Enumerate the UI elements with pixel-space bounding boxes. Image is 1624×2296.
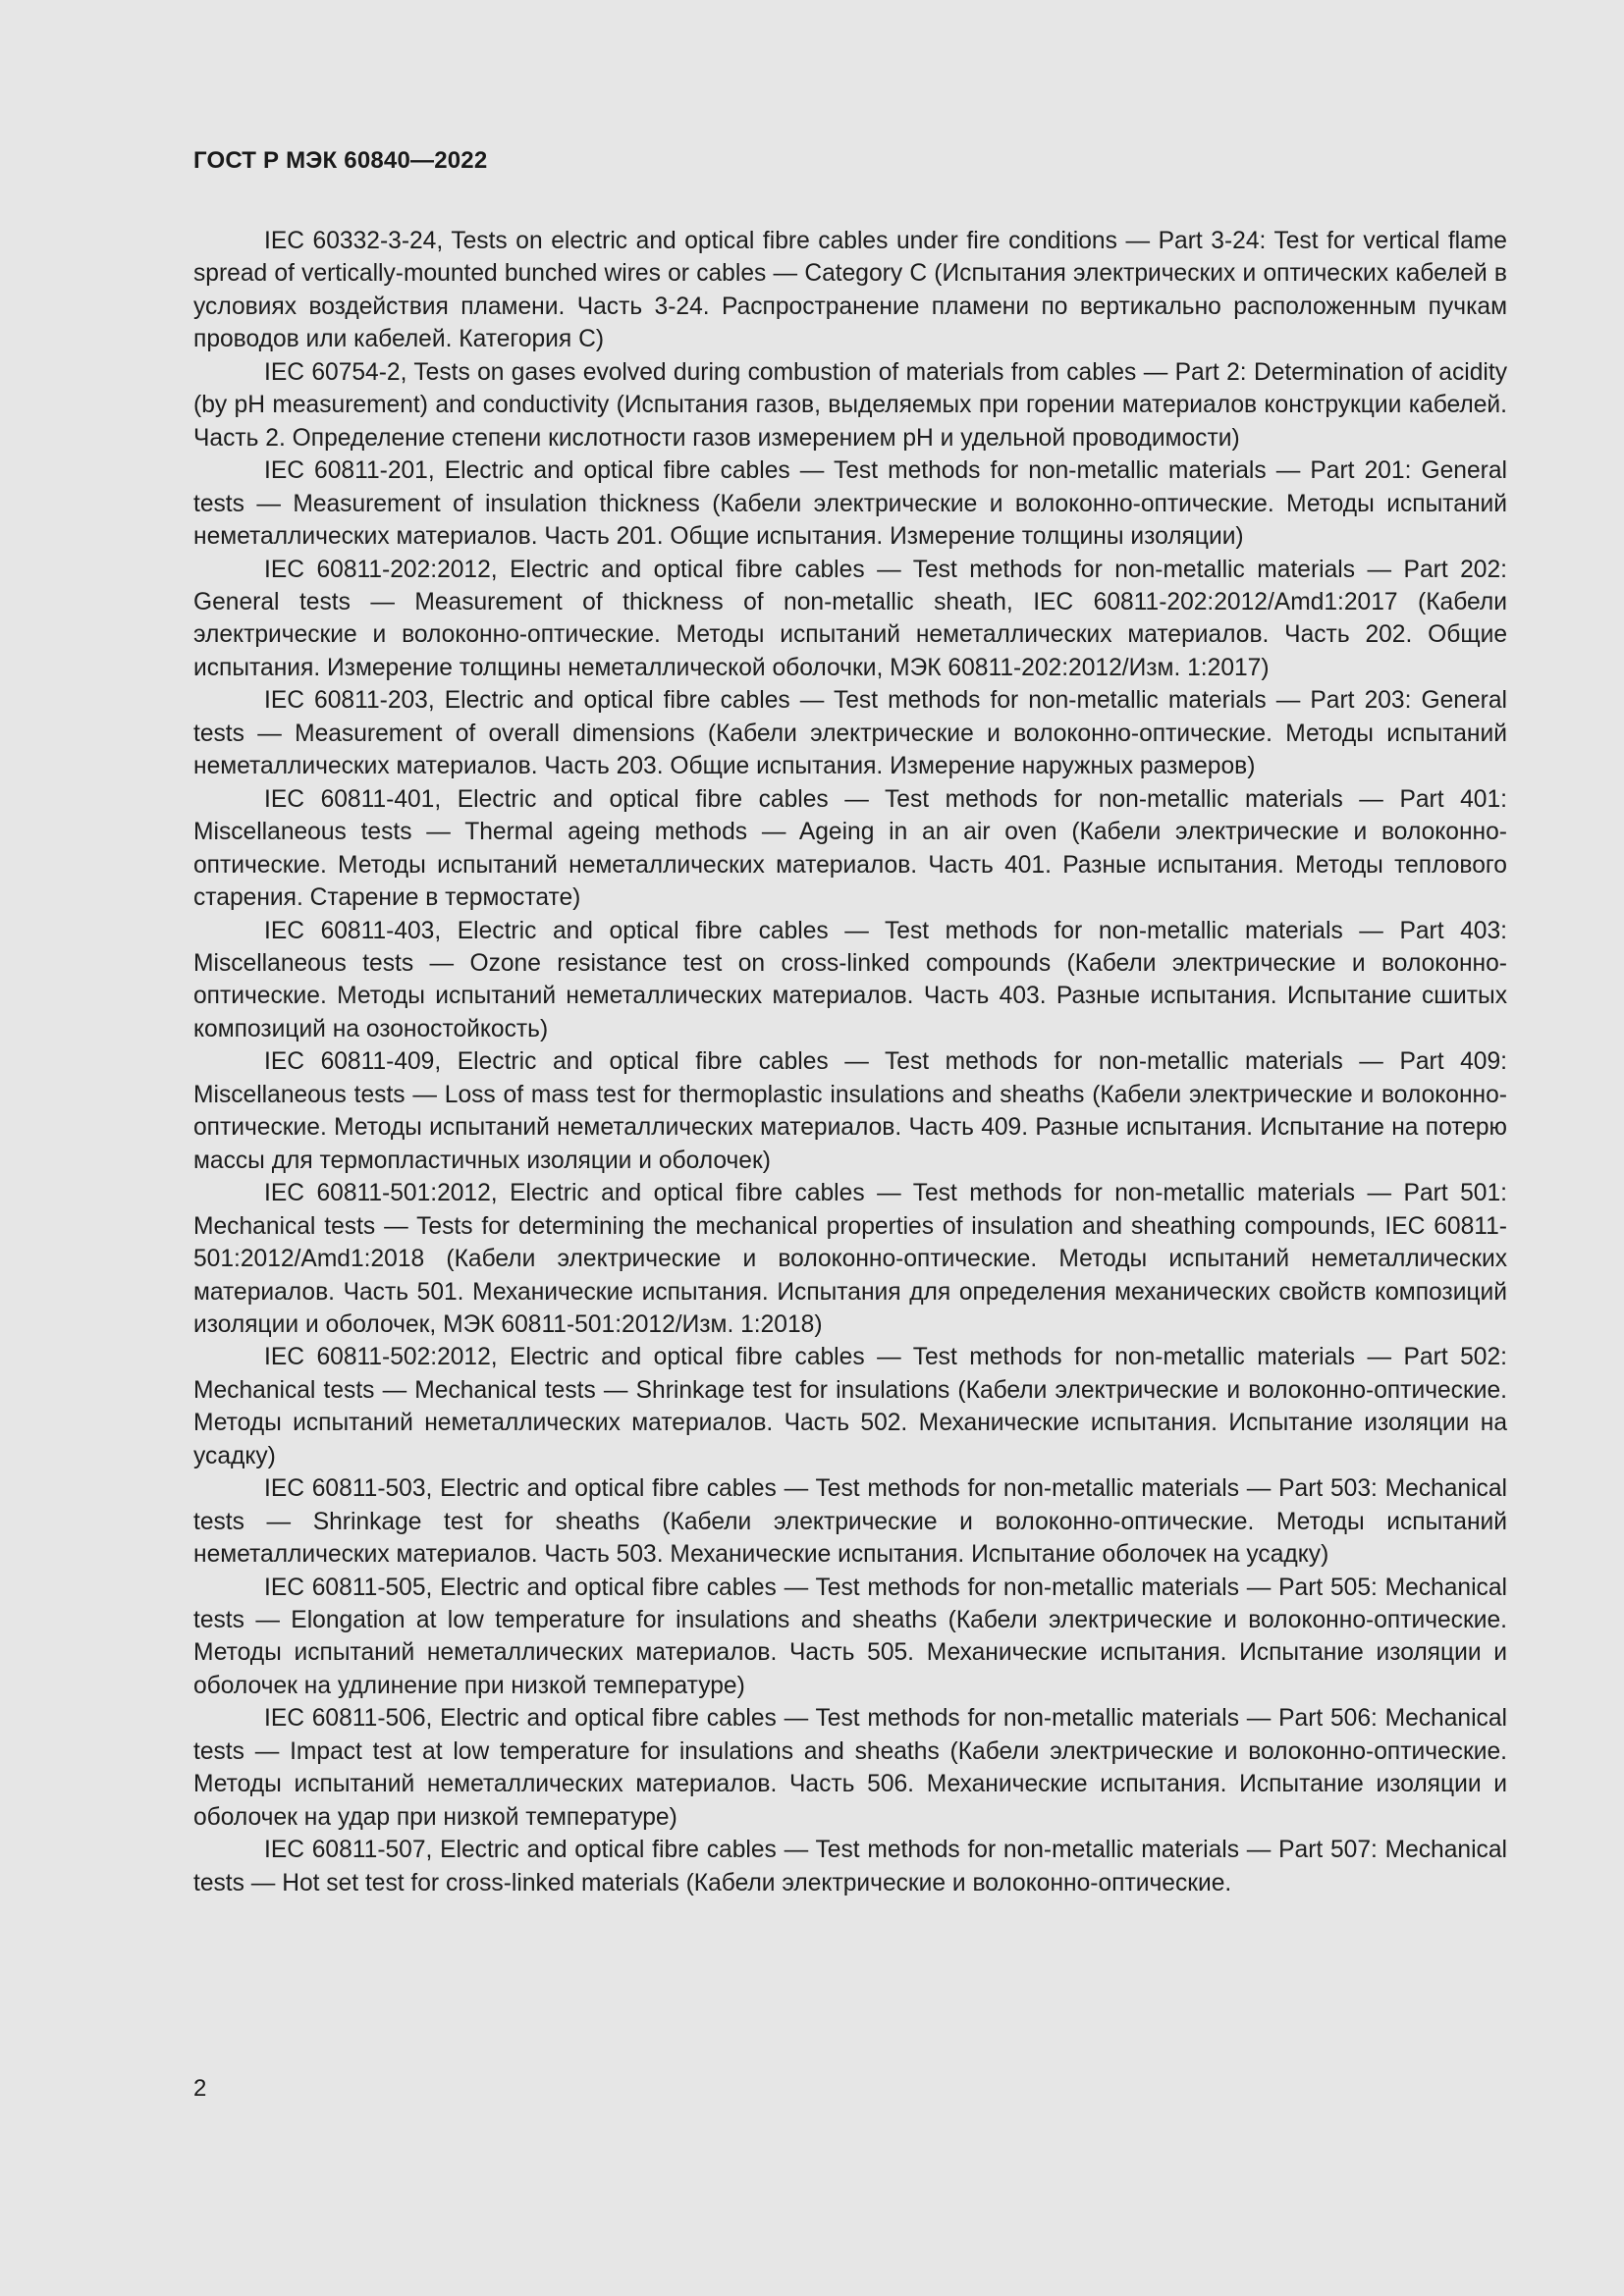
normative-references-list [193, 225, 1507, 1899]
standard-designation: ГОСТ Р МЭК 60840—2022 [193, 147, 488, 174]
reference-item: IEC 60811-203, Electric and optical fibre cables — Test methods for non-metallic materials — Part 203: General tests — Measurement of overall dimensions (Кабели электрические и волоконно-оптические. Методы испытаний неметаллических материалов. Часть 203. Общие испытания. Измерение наружных размеров) [193, 687, 1507, 780]
reference-item: IEC 60811-401, Electric and optical fibre cables — Test methods for non-metallic materials — Part 401: Miscellaneous tests — Thermal ageing methods — Ageing in an air oven (Кабели электрические и волоконно-оптические. Методы испытаний неметаллических материалов. Часть 401. Разные испытания. Методы теплового старения. Старение в термостате) [193, 785, 1507, 912]
reference-item: IEC 60811-201, Electric and optical fibre cables — Test methods for non-metallic materials — Part 201: General tests — Measurement of insulation thickness (Кабели электрические и волоконно-оптические. Методы испытаний неметаллических материалов. Часть 201. Общие испытания. Измерение толщины изоляции) [193, 457, 1507, 551]
reference-item: IEC 60811-503, Electric and optical fibre cables — Test methods for non-metallic materials — Part 503: Mechanical tests — Shrinkage test for sheaths (Кабели электрические и волоконно-оптические. Методы испытаний неметаллических материалов. Часть 503. Механические испытания. Испытание оболочек на усадку) [193, 1475, 1507, 1569]
page-number: 2 [193, 2075, 207, 2102]
reference-item: IEC 60811-507, Electric and optical fibre cables — Test methods for non-metallic materials — Part 507: Mechanical tests — Hot set test for cross-linked materials (Кабели электрические и волоконно-оптические. [193, 1837, 1507, 1896]
reference-item: IEC 60332-3-24, Tests on electric and optical fibre cables under fire conditions — Part 3-24: Test for vertical flame spread of vertically-mounted bunched wires or cables — Category C (Испытания электрических и оптических кабелей в условиях воздействия пламени. Часть 3-24. Распространение пламени по вертикально расположенным пучкам проводов или кабелей. Категория С) [193, 228, 1507, 353]
reference-item: IEC 60811-506, Electric and optical fibre cables — Test methods for non-metallic materials — Part 506: Mechanical tests — Impact test at low temperature for insulations and sheaths (Кабели электрические и волоконно-оптические. Методы испытаний неметаллических материалов. Часть 506. Механические испытания. Испытание изоляции и оболочек на удар при низкой температуре) [193, 1705, 1507, 1831]
reference-item: IEC 60811-409, Electric and optical fibre cables — Test methods for non-metallic materials — Part 409: Miscellaneous tests — Loss of mass test for thermoplastic insulations and sheaths (Кабели электрические и волоконно-оптические. Методы испытаний неметаллических материалов. Часть 409. Разные испытания. Испытание на потерю массы для термопластичных изоляции и оболочек) [193, 1048, 1507, 1174]
reference-item: IEC 60811-502:2012, Electric and optical fibre cables — Test methods for non-metallic materials — Part 502: Mechanical tests — Mechanical tests — Shrinkage test for insulations (Кабели электрические и волоконно-оптические. Методы испытаний неметаллических материалов. Часть 502. Механические испытания. Испытание изоляции на усадку) [193, 1344, 1507, 1469]
reference-item: IEC 60811-505, Electric and optical fibre cables — Test methods for non-metallic materials — Part 505: Mechanical tests — Elongation at low temperature for insulations and sheaths (Кабели электрические и волоконно-оптические. Методы испытаний неметаллических материалов. Часть 505. Механические испытания. Испытание изоляции и оболочек на удлинение при низкой температуре) [193, 1574, 1507, 1699]
reference-item: IEC 60811-501:2012, Electric and optical fibre cables — Test methods for non-metallic materials — Part 501: Mechanical tests — Tests for determining the mechanical properties of insulation and sheathing compounds, IEC 60811-501:2012/Amd1:2018 (Кабели электрические и волоконно-оптические. Методы испытаний неметаллических материалов. Часть 501. Механические испытания. Испытания для определения механических свойств композиций изоляции и оболочек, МЭК 60811-501:2012/Изм. 1:2018) [193, 1180, 1507, 1338]
reference-item: IEC 60811-202:2012, Electric and optical fibre cables — Test methods for non-metallic materials — Part 202: General tests — Measurement of thickness of non-metallic sheath, IEC 60811-202:2012/Amd1:2017 (Кабели электрические и волоконно-оптические. Методы испытаний неметаллических материалов. Часть 202. Общие испытания. Измерение толщины неметаллической оболочки, МЭК 60811-202:2012/​Изм. 1:2017) [193, 556, 1507, 681]
reference-item: IEC 60811-403, Electric and optical fibre cables — Test methods for non-metallic materials — Part 403: Miscellaneous tests — Ozone resistance test on cross-linked compounds (Кабели электрические и волоконно-оптические. Методы испытаний неметаллических материалов. Часть 403. Разные испытания. Испытание сшитых композиций на озоностойкость) [193, 917, 1507, 1042]
reference-item: IEC 60754-2, Tests on gases evolved during combustion of materials from cables — Part 2: Determination of acidity (by pH measurement) and conductivity (Испытания газов, выделяемых при горении материалов конструкции кабелей. Часть 2. Определение степени кислотности газов измерением pH и удельной проводимости) [193, 358, 1507, 452]
